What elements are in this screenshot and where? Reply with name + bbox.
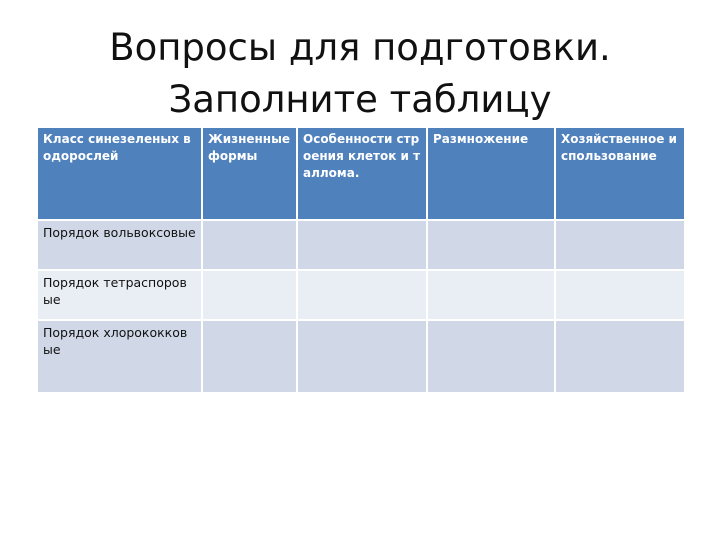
row-label-cell: Порядок вольвоксовые xyxy=(37,220,202,270)
table-row xyxy=(37,220,685,270)
empty-cell[interactable] xyxy=(555,320,685,393)
table-row xyxy=(37,270,685,320)
header-cell-life-forms: Жизненные формы xyxy=(202,127,297,220)
table-row xyxy=(37,320,685,393)
header-cell-class: Класс синезеленых водорослей xyxy=(37,127,202,220)
row-label-cell: Порядок тетраспоровые xyxy=(37,270,202,320)
empty-cell[interactable] xyxy=(297,220,427,270)
row-label-cell: Порядок хлорококковые xyxy=(37,320,202,393)
empty-cell[interactable] xyxy=(297,270,427,320)
empty-cell[interactable] xyxy=(297,320,427,393)
fill-in-table xyxy=(36,126,686,394)
empty-cell[interactable] xyxy=(202,320,297,393)
title-line-1: Вопросы для подготовки. xyxy=(109,26,611,69)
empty-cell[interactable] xyxy=(202,270,297,320)
empty-cell[interactable] xyxy=(202,220,297,270)
header-cell-economic-use: Хозяйственное использование xyxy=(555,127,685,220)
empty-cell[interactable] xyxy=(427,270,555,320)
header-cell-reproduction: Размножение xyxy=(427,127,555,220)
table-header-row xyxy=(37,127,685,220)
empty-cell[interactable] xyxy=(555,220,685,270)
empty-cell[interactable] xyxy=(427,220,555,270)
header-cell-structure: Особенности строения клеток и таллома. xyxy=(297,127,427,220)
empty-cell[interactable] xyxy=(427,320,555,393)
slide-title xyxy=(0,22,720,126)
title-line-2: Заполните таблицу xyxy=(168,78,552,121)
empty-cell[interactable] xyxy=(555,270,685,320)
